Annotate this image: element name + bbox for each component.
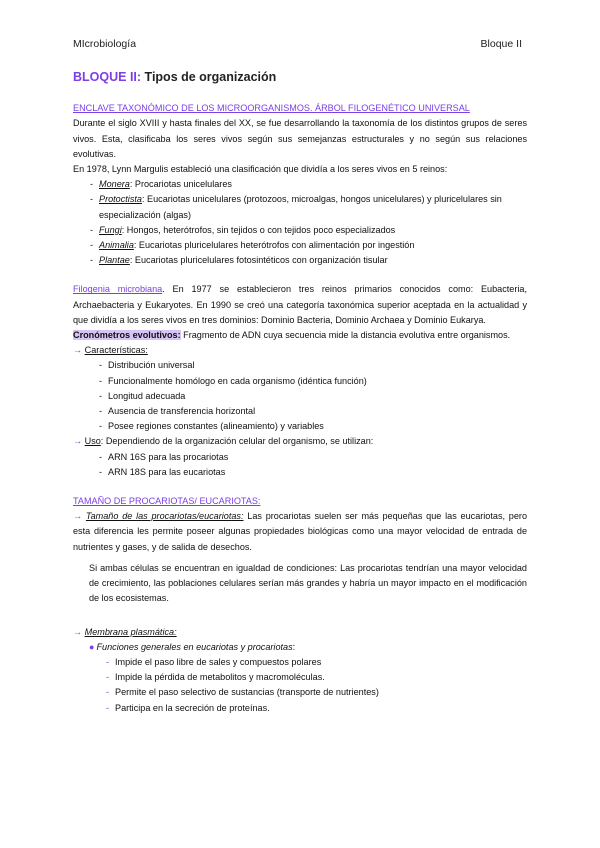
- kingdom-name: Monera: [99, 179, 130, 190]
- list-item: - ARN 18S para las eucariotas: [99, 465, 527, 480]
- membrana-label: Membrana plasmática:: [84, 626, 177, 637]
- section-heading-taxonomy: ENCLAVE TAXONÓMICO DE LOS MICROORGANISMOS. ÁRBOL FILOGENÉTICO UNIVERSAL: [73, 103, 470, 114]
- paragraph-taxonomy-history: Durante el siglo XVIII y hasta finales del XX, se fue desarrollando la taxonomía de los distintos grupos de seres vivos. Esta, clasificaba los seres vivos según sus semejanzas estructurales y no según sus relaciones evolutivas.: [73, 118, 527, 159]
- functions-line: [73, 640, 527, 655]
- list-item: - Impide el paso libre de sales y compuestos polares: [106, 655, 527, 670]
- kingdom-name: Protoctista: [99, 194, 142, 205]
- kingdom-name: Animalia: [99, 240, 134, 251]
- list-item: - Funcionalmente homólogo en cada organismo (idéntica función): [99, 374, 527, 389]
- kingdom-name: Fungi: [99, 224, 122, 235]
- bullet-icon: ●: [89, 641, 95, 652]
- list-item: - Participa en la secreción de proteínas.: [106, 701, 527, 716]
- arrow-icon: →: [73, 436, 83, 447]
- filogenia-text: . En 1977 se establecieron tres reinos primarios conocidos como: Eubacteria, Archaebacteria y Eukaryotes. En 1990 se creó una categoría taxonómica superior aceptada en la actualidad y que dividía a los seres vivos en tres dominios: Dominio Bacteria, Dominio Archaea y Dominio Eukarya.: [73, 284, 527, 325]
- functions-label: Funciones generales en eucariotas y procariotas: [96, 641, 293, 652]
- size-text: Las procariotas suelen ser más pequeñas que las eucariotas, pero esta diferencia les permite poseer algunas propiedades biológicas como una mayor velocidad de entrada de nutrientes y gases, y de salida de desechos.: [73, 511, 528, 552]
- list-item: [90, 253, 527, 268]
- list-item: [90, 238, 527, 253]
- list-item: - Distribución universal: [99, 358, 527, 373]
- paragraph-conditions: Si ambas células se encuentran en igualdad de condiciones: Las procariotas tendrían una mayor velocidad de crecimiento, las poblaciones celulares serían más grandes y habría un mayor impacto en el modificación de los ecosistemas.: [89, 562, 527, 604]
- filogenia-term: Filogenia microbiana: [73, 284, 163, 295]
- uso-label: Uso: [84, 436, 101, 447]
- list-item: - Posee regiones constantes (alineamiento) y variables: [99, 419, 527, 434]
- kingdom-desc: : Eucariotas pluricelulares heterótrofos con alimentación por ingestión: [133, 240, 415, 251]
- list-item: - Ausencia de transferencia horizontal: [99, 404, 527, 419]
- paragraph-margulis: En 1978, Lynn Margulis estableció una clasificación que dividía a los seres vivos en 5 reinos:: [73, 164, 448, 175]
- list-item: - Permite el paso selectivo de sustancias (transporte de nutrientes): [106, 685, 527, 700]
- header-block: Bloque II: [480, 38, 522, 50]
- functions-list: [73, 655, 527, 716]
- kingdom-desc: : Eucariotas unicelulares (protozoos, microalgas, hongos unicelulares) y pluricelulares sin especialización (algas): [99, 194, 502, 220]
- list-item: [90, 223, 527, 238]
- uso-list: [73, 450, 527, 480]
- arrow-icon: →: [73, 511, 83, 522]
- cronometros-text: Fragmento de ADN cuya secuencia mide la distancia evolutiva entre organismos.: [180, 330, 511, 341]
- list-item: [90, 177, 527, 192]
- kingdom-list: [73, 177, 527, 268]
- caracteristicas-list: [73, 358, 527, 434]
- header-subject: MIcrobiología: [73, 38, 137, 50]
- functions-colon: :: [292, 641, 296, 652]
- document-body: [73, 70, 527, 716]
- cronometros-term: Cronómetros evolutivos:: [73, 330, 181, 341]
- kingdom-name: Plantae: [99, 255, 130, 266]
- uso-line: [73, 434, 527, 449]
- list-item: [90, 192, 527, 222]
- title-block-label: BLOQUE II:: [73, 70, 142, 84]
- arrow-icon: →: [73, 626, 83, 637]
- list-item: - Impide la pérdida de metabolitos y macromoléculas.: [106, 670, 527, 685]
- paragraph-size: [73, 509, 527, 555]
- size-label: Tamaño de las procariotas/eucariotas:: [85, 511, 244, 522]
- membrana-line: [73, 625, 527, 640]
- kingdom-desc: : Hongos, heterótrofos, sin tejidos o con tejidos poco especializados: [121, 224, 396, 235]
- kingdom-desc: : Eucariotas pluricelulares fotosintéticos con organización tisular: [129, 255, 388, 266]
- caracteristicas-label-line: [73, 343, 527, 358]
- paragraph-cronometros: [73, 328, 527, 343]
- section-heading-size: TAMAÑO DE PROCARIOTAS/ EUCARIOTAS:: [73, 496, 261, 507]
- kingdom-desc: : Procariotas unicelulares: [129, 179, 232, 190]
- paragraph-filogenia: [73, 282, 527, 328]
- uso-text: : Dependiendo de la organización celular del organismo, se utilizan:: [100, 436, 374, 447]
- page-title: [73, 70, 527, 85]
- title-text: Tipos de organización: [141, 70, 277, 84]
- list-item: - ARN 16S para las procariotas: [99, 450, 527, 465]
- arrow-icon: →: [73, 345, 83, 356]
- list-item: - Longitud adecuada: [99, 389, 527, 404]
- caracteristicas-label: Características:: [84, 345, 148, 356]
